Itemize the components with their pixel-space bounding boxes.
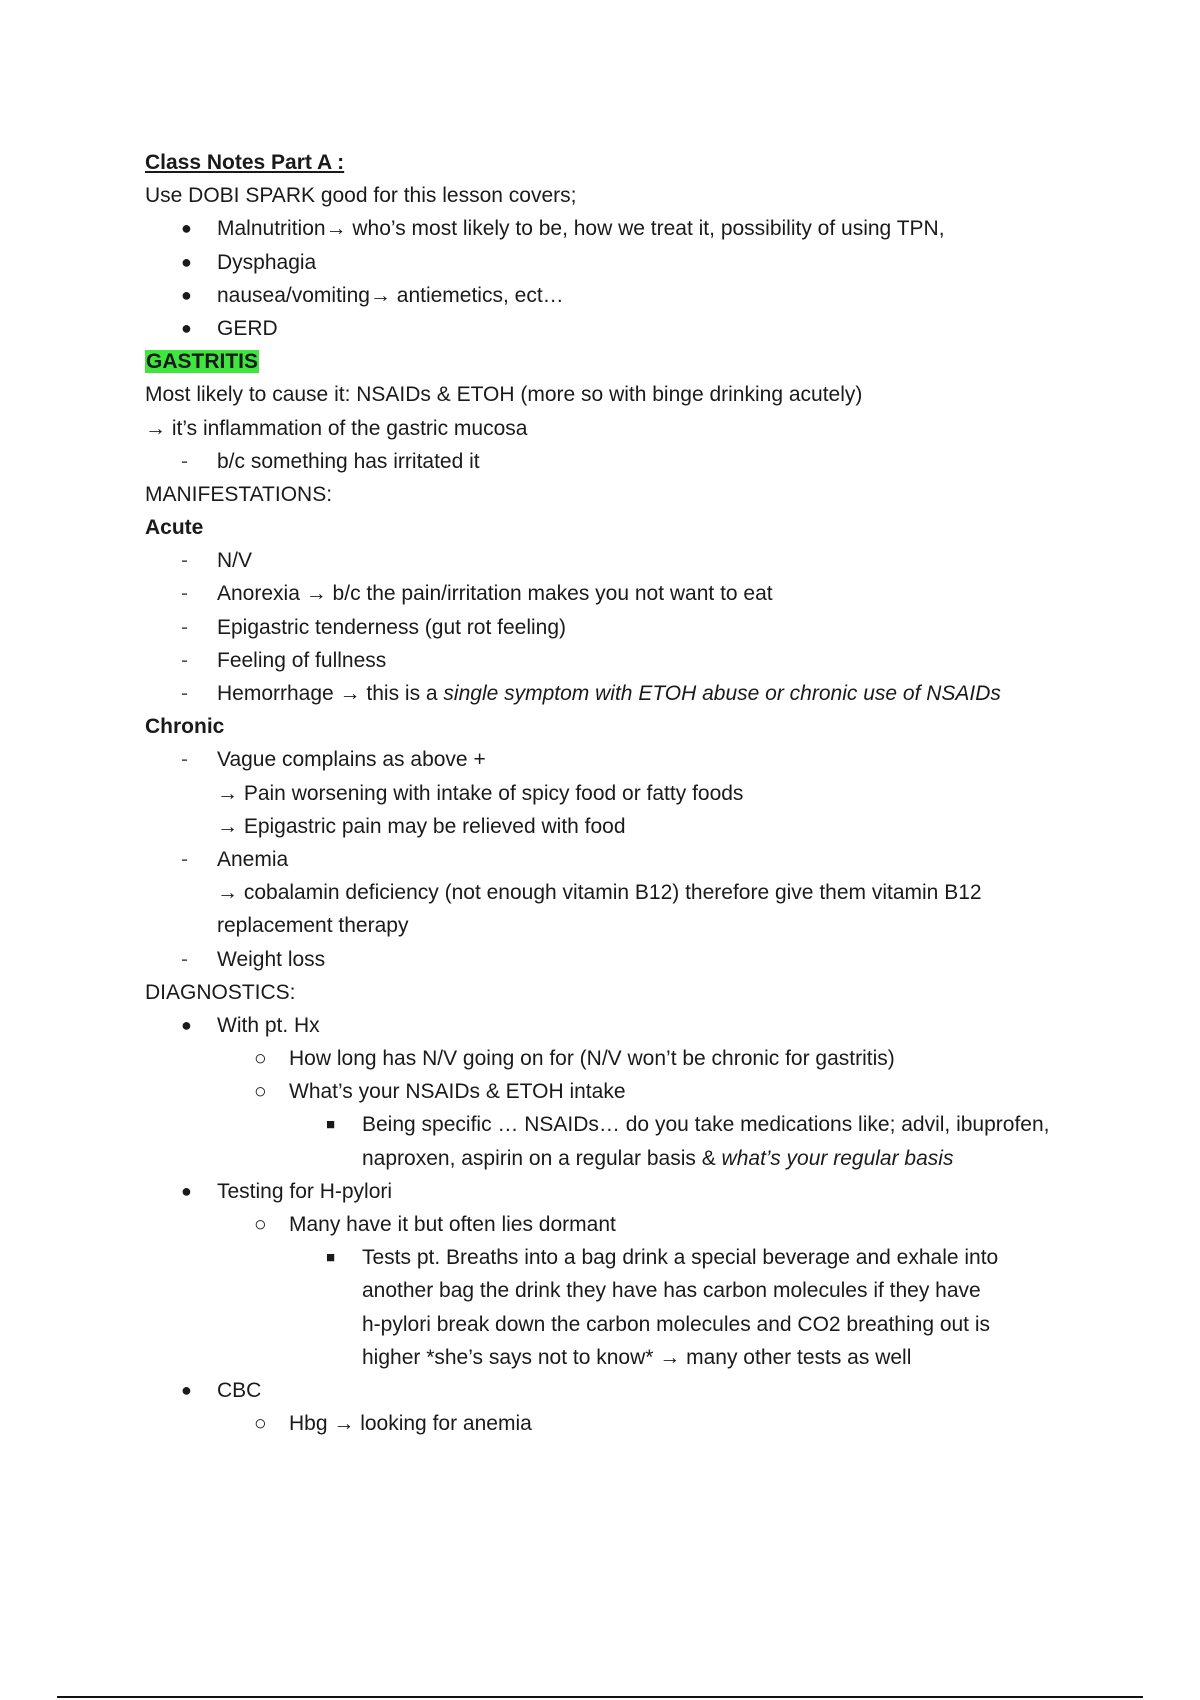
diagnostic-sub-text: Hbg → looking for anemia: [289, 1412, 532, 1436]
circle-bullet-icon: ○: [254, 1047, 267, 1071]
chronic-item: [145, 743, 1085, 776]
dash-icon: -: [181, 449, 188, 473]
acute-item: [145, 611, 1085, 644]
diagnostic-detail-item: [145, 1241, 1085, 1274]
dash-icon: -: [181, 847, 188, 871]
acute-item: [145, 544, 1085, 577]
hemorrhage-italic: single symptom with ETOH abuse or chronic use of NSAIDs: [443, 682, 1001, 705]
bullet-icon: ●: [181, 1180, 192, 1201]
circle-bullet-icon: ○: [254, 1080, 267, 1104]
diagnostic-detail-line: [145, 1142, 1085, 1175]
bullet-icon: ●: [181, 218, 192, 239]
topic-item: [145, 246, 1085, 279]
notes-title-line: [145, 146, 1085, 179]
topic-text: Dysphagia: [217, 250, 317, 274]
chronic-sub-text: replacement therapy: [217, 914, 409, 938]
diagnostic-detail-prefix: naproxen, aspirin on a regular basis &: [362, 1146, 722, 1170]
chronic-item: [145, 943, 1085, 976]
dash-icon: -: [181, 549, 188, 573]
chronic-item-text: Vague complains as above +: [217, 748, 486, 772]
bullet-icon: ●: [181, 317, 192, 338]
diagnostic-detail-text: Being specific … NSAIDs… do you take medications like; advil, ibuprofen,: [362, 1113, 1050, 1137]
diagnostics-label: DIAGNOSTICS:: [145, 980, 296, 1004]
section-title-highlight: GASTRITIS: [146, 350, 259, 374]
chronic-sub-line: [145, 909, 1085, 942]
diagnostic-sub-item: [145, 1407, 1085, 1440]
diagnostic-text: Testing for H-pylori: [217, 1179, 393, 1203]
bullet-icon: ●: [181, 1379, 192, 1400]
topic-item: [145, 312, 1085, 345]
topic-text: Malnutrition→ who’s most likely to be, how we treat it, possibility of using TPN,: [217, 217, 945, 241]
diagnostic-sub-text: How long has N/V going on for (N/V won’t be chronic for gastritis): [289, 1047, 895, 1071]
circle-bullet-icon: ○: [254, 1213, 267, 1236]
acute-label: Acute: [145, 516, 204, 540]
diagnostic-detail-text: another bag the drink they have has carbon molecules if they have: [362, 1279, 981, 1303]
diagnostic-item: [145, 1009, 1085, 1042]
chronic-sub-line: [145, 777, 1085, 810]
topic-item: [145, 279, 1085, 312]
manifestations-heading: [145, 478, 1085, 511]
diagnostic-sub-text: Many have it but often lies dormant: [289, 1213, 616, 1236]
notes-title: Class Notes Part A :: [145, 151, 345, 174]
diagnostic-text: CBC: [217, 1378, 262, 1402]
square-bullet-icon: ■: [326, 1116, 336, 1134]
dash-icon: -: [181, 748, 188, 772]
topic-item: [145, 212, 1085, 245]
bullet-icon: ●: [181, 251, 192, 272]
section-title-line: [145, 345, 1085, 378]
acute-item-hemorrhage: [145, 677, 1085, 710]
acute-item-text: Anorexia → b/c the pain/irritation makes you not want to eat: [217, 582, 773, 606]
chronic-sub-text: → Epigastric pain may be relieved with food: [217, 814, 626, 838]
chronic-heading: [145, 710, 1085, 743]
intro-text: Use DOBI SPARK good for this lesson covers;: [145, 184, 577, 208]
circle-bullet-icon: ○: [254, 1412, 267, 1436]
bullet-icon: ●: [181, 1014, 192, 1035]
diagnostic-detail-line: [145, 1341, 1085, 1374]
chronic-sub-line: [145, 810, 1085, 843]
diagnostic-detail-text: Tests pt. Breaths into a bag drink a special beverage and exhale into: [362, 1246, 999, 1270]
diagnostic-sub-item: [145, 1075, 1085, 1108]
intro-line: [145, 179, 1085, 212]
diagnostic-item: [145, 1374, 1085, 1407]
dash-icon: -: [181, 682, 188, 705]
definition-sub-item: [145, 445, 1085, 478]
diagnostic-sub-item: [145, 1208, 1085, 1241]
chronic-label: Chronic: [145, 715, 225, 739]
chronic-sub-line: [145, 876, 1085, 909]
page-bottom-rule: [57, 1696, 1143, 1698]
definition-text: → it’s inflammation of the gastric mucosa: [145, 416, 528, 440]
acute-heading: [145, 511, 1085, 544]
cause-line: [145, 378, 1085, 411]
cause-text: Most likely to cause it: NSAIDs & ETOH (more so with binge drinking acutely): [145, 383, 863, 407]
diagnostic-detail-italic: what’s your regular basis: [721, 1146, 954, 1170]
chronic-item: [145, 843, 1085, 876]
chronic-sub-text: → cobalamin deficiency (not enough vitamin B12) therefore give them vitamin B12: [217, 881, 982, 905]
dash-icon: -: [181, 947, 188, 971]
chronic-item-text: Weight loss: [217, 947, 326, 971]
dash-icon: -: [181, 648, 188, 672]
diagnostic-detail-line: [145, 1274, 1085, 1307]
acute-item-text: Feeling of fullness: [217, 648, 387, 672]
diagnostic-detail-item: [145, 1108, 1085, 1141]
topic-text: nausea/vomiting→ antiemetics, ect…: [217, 283, 564, 307]
diagnostic-item: [145, 1175, 1085, 1208]
dash-icon: -: [181, 582, 188, 606]
manifestations-label: MANIFESTATIONS:: [145, 482, 333, 506]
dash-icon: -: [181, 615, 188, 639]
diagnostic-sub-text: What’s your NSAIDs & ETOH intake: [289, 1080, 626, 1104]
acute-item-text: N/V: [217, 549, 253, 573]
definition-line: [145, 412, 1085, 445]
diagnostic-detail-text: h-pylori break down the carbon molecules and CO2 breathing out is: [362, 1312, 991, 1336]
topic-text: GERD: [217, 316, 278, 340]
square-bullet-icon: ■: [326, 1249, 336, 1267]
definition-sub-text: b/c something has irritated it: [217, 449, 480, 473]
chronic-item-text: Anemia: [217, 847, 289, 871]
diagnostics-heading: [145, 976, 1085, 1009]
diagnostic-detail-text: higher *she’s says not to know* → many other tests as well: [362, 1345, 912, 1369]
acute-item-text: Epigastric tenderness (gut rot feeling): [217, 615, 567, 639]
bullet-icon: ●: [181, 284, 192, 305]
diagnostic-detail-line: [145, 1308, 1085, 1341]
chronic-sub-text: → Pain worsening with intake of spicy food or fatty foods: [217, 781, 744, 805]
acute-item: [145, 577, 1085, 610]
diagnostic-sub-item: [145, 1042, 1085, 1075]
notes-page: [145, 146, 1085, 1440]
diagnostic-text: With pt. Hx: [217, 1013, 320, 1037]
acute-item: [145, 644, 1085, 677]
hemorrhage-prefix: Hemorrhage → this is a: [217, 682, 444, 705]
